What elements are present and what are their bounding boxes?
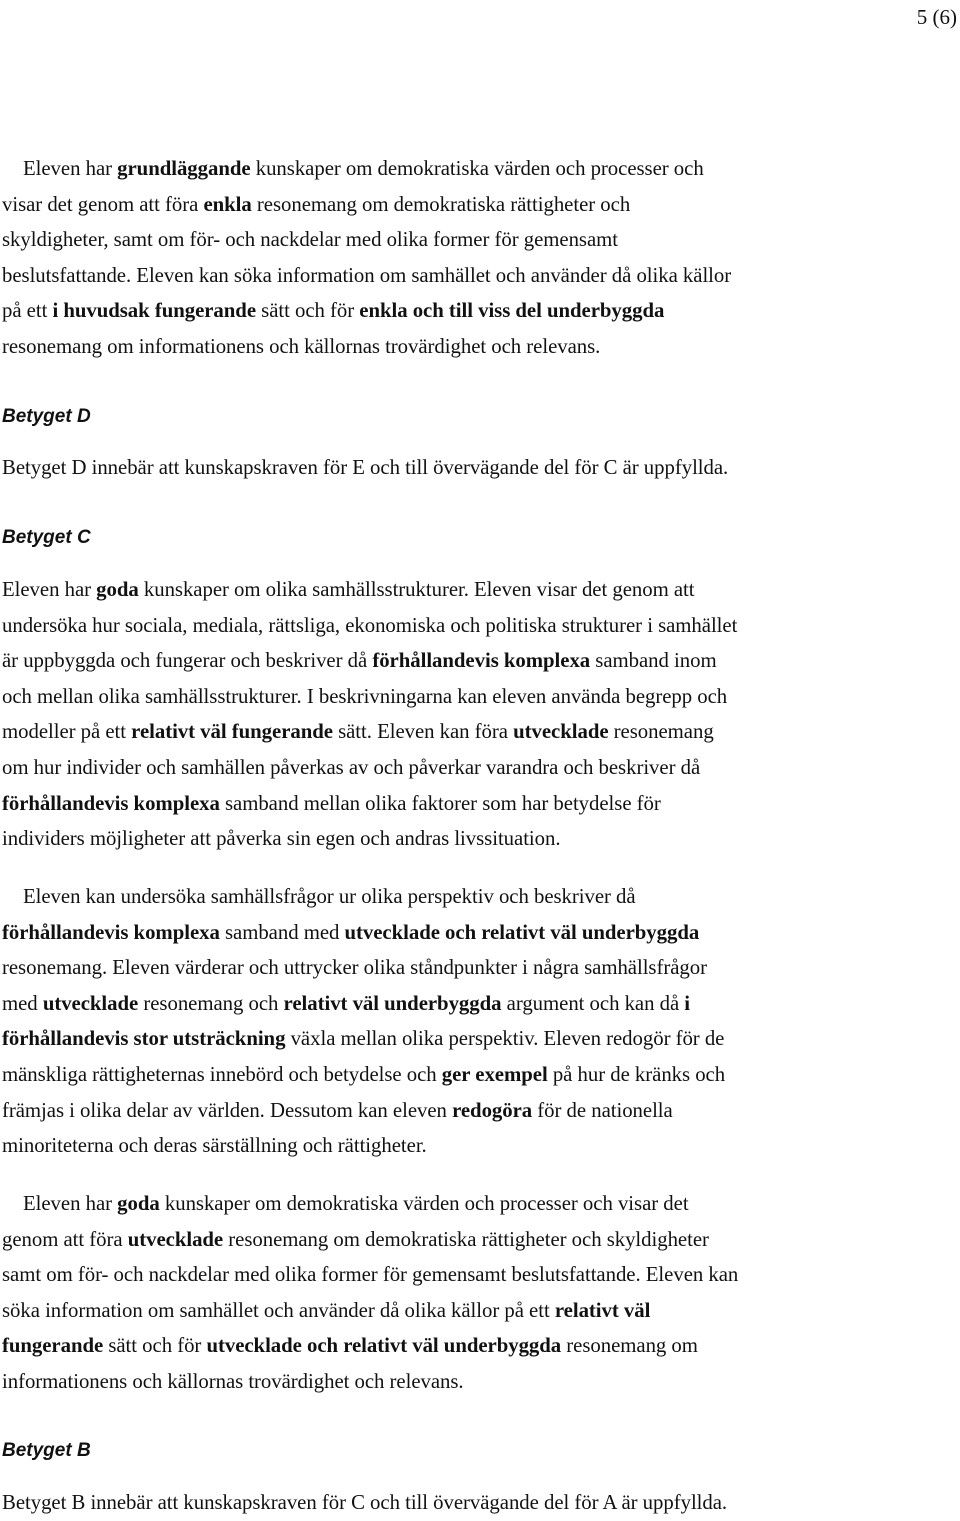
text-line [2, 1293, 960, 1329]
text-line [2, 1093, 960, 1129]
text-segment: kunskaper om olika samhällsstrukturer. Eleven visar det genom att [138, 578, 695, 601]
paragraph-betyget-d [2, 450, 960, 486]
text-line [2, 750, 960, 786]
text-line [2, 1057, 960, 1093]
bold-text: goda [96, 578, 139, 601]
text-segment: Eleven har [23, 157, 118, 180]
text-segment: Eleven har [23, 1192, 118, 1215]
text-line [2, 1128, 960, 1164]
text-line [2, 786, 960, 822]
paragraph-betyget-b [2, 1485, 960, 1521]
text-segment: resonemang om demokratiska rättigheter och [251, 192, 631, 216]
text-line [2, 950, 960, 986]
text-segment: resonemang om [561, 1334, 698, 1358]
text-segment: individers möjligheter att påverka sin egen och andras livssituation. [2, 827, 561, 851]
text-line [2, 1364, 960, 1400]
text-segment: argument och kan då [501, 991, 685, 1015]
bold-text: utvecklade [513, 720, 609, 744]
text-segment: Betyget D innebär att kunskapskraven för E och till övervägande del för C är uppfyllda. [2, 456, 729, 479]
text-segment: främjas i olika delar av världen. Dessutom kan eleven [2, 1098, 453, 1122]
text-segment: sätt och för [103, 1334, 207, 1358]
bold-text: ger exempel [441, 1062, 548, 1086]
text-segment: resonemang om informationens och källornas trovärdighet och relevans. [2, 334, 601, 358]
text-line [2, 1257, 960, 1293]
text-segment: resonemang [608, 720, 714, 744]
text-segment: minoriteterna och deras särställning och rättigheter. [2, 1134, 427, 1158]
text-segment: på ett [2, 299, 53, 323]
text-segment: sätt. Eleven kan föra [332, 720, 514, 744]
bold-text: förhållandevis komplexa [2, 791, 220, 815]
bold-text: utvecklade och relativt väl underbyggda [344, 920, 700, 944]
bold-text: utvecklade [42, 991, 139, 1015]
text-line [2, 151, 960, 187]
text-line [2, 1328, 960, 1364]
text-line [2, 915, 960, 951]
paragraph-c-structures [2, 572, 960, 857]
paragraph-c-perspectives [2, 879, 960, 1164]
bold-text: utvecklade och relativt väl underbyggda [206, 1334, 562, 1358]
text-segment: resonemang och [138, 991, 284, 1015]
text-line [2, 1222, 960, 1258]
text-segment: växla mellan olika perspektiv. Eleven redogör för de [285, 1027, 725, 1051]
text-line [2, 572, 960, 608]
text-segment: på hur de kränks och [547, 1062, 726, 1086]
text-segment: resonemang om demokratiska rättigheter och skyldigheter [223, 1227, 709, 1251]
heading-betyget-d: Betyget D [2, 406, 91, 427]
text-line [2, 714, 960, 750]
text-line [2, 986, 960, 1022]
text-line [2, 1485, 960, 1521]
bold-text: i huvudsak fungerande [52, 299, 256, 323]
text-segment: sätt och för [256, 299, 360, 323]
bold-text: i [684, 991, 691, 1015]
bold-text: förhållandevis stor utsträckning [2, 1027, 286, 1051]
heading-betyget-c: Betyget C [2, 527, 91, 548]
bold-text: utvecklade [127, 1227, 224, 1251]
text-line [2, 293, 960, 329]
text-segment: med [2, 991, 43, 1015]
text-segment: Betyget B innebär att kunskapskraven för C och till övervägande del för A är uppfyllda. [2, 1491, 728, 1514]
bold-text: enkla och till viss del underbyggda [359, 299, 665, 323]
text-segment: undersöka hur sociala, mediala, rättsliga, ekonomiska och politiska strukturer i samhället [2, 613, 738, 637]
text-segment: samband inom [590, 649, 717, 673]
text-line [2, 1186, 960, 1222]
text-line [2, 1021, 960, 1057]
text-segment: modeller på ett [2, 720, 132, 744]
text-segment: resonemang. Eleven värderar och uttrycker olika ståndpunkter i några samhällsfrågor [2, 956, 707, 980]
text-segment: kunskaper om demokratiska värden och processer och [250, 157, 704, 180]
bold-text: relativt väl [554, 1298, 651, 1322]
text-segment: skyldigheter, samt om för- och nackdelar med olika former för gemensamt [2, 228, 619, 252]
text-segment: Eleven kan undersöka samhällsfrågor ur olika perspektiv och beskriver då [23, 885, 636, 908]
bold-text: relativt väl underbyggda [283, 991, 502, 1015]
text-segment: mänskliga rättigheternas innebörd och betydelse och [2, 1062, 442, 1086]
bold-text: grundläggande [117, 157, 251, 180]
paragraph-c-democracy [2, 1186, 960, 1400]
text-segment: genom att föra [2, 1227, 128, 1251]
paragraph-e-democracy [2, 151, 960, 365]
page-number: 5 (6) [916, 5, 957, 29]
text-segment: kunskaper om demokratiska värden och processer och visar det [159, 1192, 689, 1215]
bold-text: enkla [203, 192, 252, 216]
text-segment: beslutsfattande. Eleven kan söka information om samhället och använder då olika källor [2, 263, 732, 287]
bold-text: fungerande [2, 1334, 104, 1358]
text-segment: och mellan olika samhällsstrukturer. I beskrivningarna kan eleven använda begrepp och [2, 684, 728, 708]
text-line [2, 329, 960, 365]
bold-text: goda [117, 1192, 160, 1215]
text-segment: informationens och källornas trovärdighet och relevans. [2, 1369, 464, 1393]
text-segment: är uppbyggda och fungerar och beskriver då [2, 649, 373, 673]
text-line [2, 679, 960, 715]
text-line [2, 879, 960, 915]
text-line [2, 608, 960, 644]
text-segment: söka information om samhället och använder då olika källor på ett [2, 1298, 555, 1322]
bold-text: förhållandevis komplexa [2, 920, 220, 944]
heading-betyget-b: Betyget B [2, 1440, 91, 1461]
text-segment: Eleven har [2, 578, 97, 601]
text-line [2, 258, 960, 294]
text-segment: om hur individer och samhällen påverkas av och påverkar varandra och beskriver då [2, 755, 701, 779]
text-line [2, 643, 960, 679]
text-line [2, 821, 960, 857]
bold-text: relativt väl fungerande [131, 720, 333, 744]
text-line [2, 450, 960, 486]
text-segment: för de nationella [532, 1098, 673, 1122]
text-segment: samband med [219, 920, 345, 944]
text-segment: samband mellan olika faktorer som har betydelse för [219, 791, 661, 815]
text-line [2, 222, 960, 258]
bold-text: redogöra [452, 1098, 533, 1122]
text-segment: samt om för- och nackdelar med olika former för gemensamt beslutsfattande. Eleven kan [2, 1263, 739, 1287]
bold-text: förhållandevis komplexa [372, 649, 591, 673]
text-line [2, 187, 960, 223]
text-segment: visar det genom att föra [2, 192, 204, 216]
